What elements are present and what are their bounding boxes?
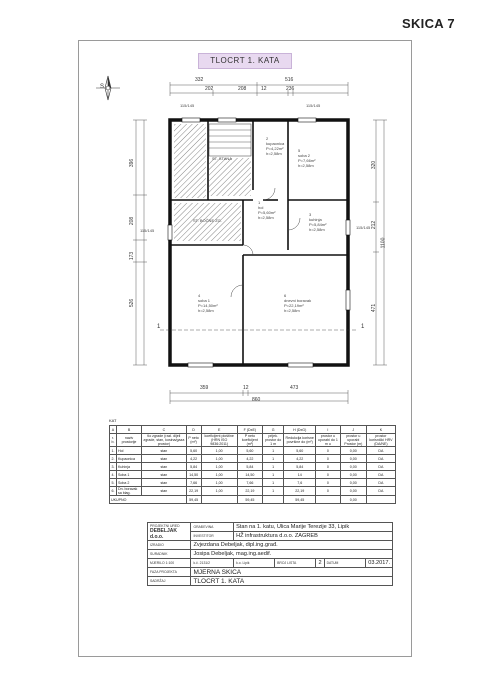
col-header: r. b. (110, 434, 117, 447)
table-cell: 22,19 (237, 487, 262, 496)
suradnik-label: SURADNIK (148, 550, 191, 559)
col-header: naziv prostorije (116, 434, 141, 447)
izradio-value: Zvjezdana Debeljak, dipl.ing.građ. (191, 541, 393, 550)
window-label-3: 115/145 (140, 228, 155, 233)
plan-title: TLOCRT 1. KATA (198, 53, 292, 69)
table-cell: 1 (262, 479, 283, 487)
table-cell: 5,60 (186, 447, 201, 455)
table-cell: 3. (111, 464, 115, 469)
room-2-label: 2 kupaonica P=4,22m² h=2,58m (266, 136, 285, 156)
table-cell: 7,66 (186, 479, 201, 487)
window-label-2: 115/145 (306, 103, 321, 108)
area-table (109, 425, 396, 504)
table-cell: 0,00 (340, 471, 366, 479)
col-header: prostor korisnički HRV (DA/NE) (366, 434, 395, 447)
table-row (110, 471, 396, 479)
room-1-label: 1 hol P=5,60m² h=2,58m (258, 200, 276, 220)
table-cell: stan (142, 463, 187, 471)
gradevina-label: GRAĐEVINA (191, 523, 234, 532)
table-cell: 0,00 (340, 487, 366, 496)
room-4-label: 4 soba 1 P=14,50m² h=2,58m (198, 293, 218, 313)
dim-top-left: 332 (195, 77, 204, 83)
table-cell: stan (142, 455, 187, 463)
table-cell: 0,00 (340, 447, 366, 455)
table-cell: 1. (111, 448, 115, 453)
table-cell: Kuhinja (116, 463, 141, 471)
dim-top2-b: 208 (238, 86, 247, 92)
dim-bottom-a: 359 (200, 385, 209, 391)
col-header: P neto koeficijent (m²) (237, 434, 262, 447)
datum-value: 03.2017. (366, 559, 393, 568)
table-cell: 4,22 (186, 455, 201, 463)
table-cell: 5,84 (186, 463, 201, 471)
table-row (110, 447, 396, 455)
col-header: Redukcija korisne površine do (m²) (284, 434, 316, 447)
col-letter: A (110, 426, 117, 434)
table-cell: 14,50 (186, 471, 201, 479)
table-cell: 22,19 (284, 487, 316, 496)
ko-cell: k.o. Lipik (234, 559, 275, 568)
table-row (110, 455, 396, 463)
table-cell: 0,00 (340, 455, 366, 463)
total-h: 59,45 (284, 496, 316, 504)
table-cell: 1,00 (201, 487, 237, 496)
col-letter: E (201, 426, 237, 434)
suradnik-value: Josipa Debeljak, mag.ing.aedif. (191, 550, 393, 559)
table-cell: 0 (316, 463, 341, 471)
skica-number: SKICA 7 (402, 16, 455, 31)
table-cell: 7,66 (237, 479, 262, 487)
sadrzaj-value: TLOCRT 1. KATA (191, 577, 393, 586)
broj-lista-label: BROJ LISTA (275, 559, 316, 568)
dim-bottom-total: 860 (252, 397, 261, 403)
table-cell: 5,84 (284, 463, 316, 471)
izradio-label: IZRADIO (148, 541, 191, 550)
table-cell: stan (142, 471, 187, 479)
table-cell: 0 (316, 479, 341, 487)
table-cell: 0 (316, 455, 341, 463)
dim-top2-c: 12 (261, 86, 267, 92)
room-3-label: 3 kuhinja P=5,84m² h=2,58m (309, 212, 327, 232)
col-letter: C (142, 426, 187, 434)
dim-left-b: 208 (129, 216, 136, 226)
gradevina-value: Stan na 1. katu, Ulica Marije Terezije 33, Lipik (234, 523, 393, 532)
faza-label: FAZA PROJEKTA (148, 568, 191, 577)
total-label: UKUPNO (110, 496, 187, 504)
dim-left-a: 396 (129, 158, 136, 168)
table-cell: 0 (316, 487, 341, 496)
table-cell: Soba 2 (116, 479, 141, 487)
table-cell: DA (366, 487, 395, 496)
table-cell: 0,00 (340, 463, 366, 471)
mjerilo-cell: MJERILO 1:100 (148, 559, 191, 568)
table-cell: DA (366, 471, 395, 479)
dim-top-right: 516 (285, 77, 294, 83)
dim-right-a: 320 (371, 160, 378, 170)
table-cell: 5. (111, 480, 115, 485)
table-cell: Soba 1 (116, 471, 141, 479)
table-cell: DA (366, 455, 395, 463)
dim-right-c: 471 (371, 303, 378, 313)
table-cell: 2. (111, 456, 115, 461)
table-cell: 1,00 (201, 463, 237, 471)
window-label-1: 115/145 (180, 103, 195, 108)
table-cell: 7,6 (284, 479, 316, 487)
table-cell: 4. (111, 472, 115, 477)
table-cell: 1,00 (201, 455, 237, 463)
dim-right-total: 1100 (380, 237, 387, 249)
col-header: prostor u uporabi do 1 m u (316, 434, 341, 447)
dim-top2-a: 202 (205, 86, 214, 92)
broj-lista-value: 2 (316, 559, 324, 568)
col-letter: J (340, 426, 366, 434)
table-cell: 14 (284, 471, 316, 479)
col-letter: D (186, 426, 201, 434)
table-cell: DA (366, 479, 395, 487)
projektni-ured-label: PROJEKTNI URED DEBELJAK d.o.o. (148, 523, 191, 541)
col-letter: I (316, 426, 341, 434)
table-cell: 5,84 (237, 463, 262, 471)
table-row (110, 463, 396, 471)
investitor-label: INVESTITOR (191, 532, 234, 541)
faza-value: MJERNA SKICA (191, 568, 393, 577)
col-header: tlo zgrade (razl. dijeli zgrade, stan, kosina/gaza prostor) (143, 434, 185, 446)
col-letter: G (262, 426, 283, 434)
dim-left-c: 173 (129, 251, 136, 261)
dim-left-d: 526 (129, 298, 136, 308)
table-cell: 22,19 (186, 487, 201, 496)
sadrzaj-label: SADRŽAJ (148, 577, 191, 586)
table-cell: 5,60 (237, 447, 262, 455)
table-cell: 1 (262, 455, 283, 463)
total-d: 59,45 (186, 496, 201, 504)
table-cell: 0,00 (340, 479, 366, 487)
table-total-row (110, 496, 396, 504)
col-letter: K (366, 426, 395, 434)
col-header: prostor u uporabi Prostor (m) (340, 434, 366, 447)
col-letter: B (116, 426, 141, 434)
total-j: 0,00 (340, 496, 366, 504)
datum-label: DATUM (324, 559, 366, 568)
table-cell: 0 (316, 447, 341, 455)
title-block (147, 522, 393, 586)
col-header: koeficijent ploštine (HRN ISO 9836:2011) (201, 434, 237, 447)
table-cell: 1,00 (201, 479, 237, 487)
table-cell: 1 (262, 471, 283, 479)
room-5-label: 5 soba 2 P=7,66m² h=2,58m (298, 148, 316, 168)
kat-caption: KAT (109, 418, 117, 423)
table-cell: stan (142, 487, 187, 496)
table-cell: stan (142, 447, 187, 455)
table-cell: Dn. boravak sa blag. (116, 487, 141, 496)
col-letter: F (DxE) (237, 426, 262, 434)
table-cell: DA (366, 447, 395, 455)
section-mark-right: 1 (361, 324, 365, 330)
window-label-4: 115/145 (356, 225, 371, 230)
investitor-value: HŽ infrastruktura d.o.o. ZAGREB (234, 532, 393, 541)
table-cell: Hol (116, 447, 141, 455)
dim-top2-d: 236 (286, 86, 295, 92)
stair-label-2: ST. BOČNE ZG. (193, 218, 222, 223)
col-header: prijek. prostor do 1 m (262, 434, 283, 447)
table-cell: 14,50 (237, 471, 262, 479)
table-cell: 4,22 (237, 455, 262, 463)
table-cell: 6. (110, 487, 117, 496)
table-cell: 1,00 (201, 471, 237, 479)
table-cell: Kupaonica (116, 455, 141, 463)
north-label: S (100, 84, 105, 90)
table-cell: 0 (316, 471, 341, 479)
dim-right-b: 212 (371, 220, 378, 230)
table-cell: 1 (262, 487, 283, 496)
table-row (110, 479, 396, 487)
table-row (110, 487, 396, 496)
total-f: 59,45 (237, 496, 262, 504)
table-cell: 1 (262, 447, 283, 455)
kc-cell: k.č. 2131/2 (191, 559, 234, 568)
table-cell: stan (142, 479, 187, 487)
dim-bottom-c: 473 (290, 385, 299, 391)
col-letter: H (DxG) (284, 426, 316, 434)
table-cell: 1 (262, 463, 283, 471)
table-cell: 5,60 (284, 447, 316, 455)
col-header: P neto (m²) (186, 434, 201, 447)
stair-label-1: ST. STANA (212, 156, 232, 161)
table-cell: DA (366, 463, 395, 471)
section-mark-left: 1 (157, 324, 161, 330)
stair-hatch (174, 124, 206, 198)
room-6-label: 6 dnevni boravak P=22,19m² h=2,58m (284, 293, 312, 313)
table-cell: 1,00 (201, 447, 237, 455)
table-cell: 4,22 (284, 455, 316, 463)
dim-bottom-b: 12 (243, 385, 249, 391)
